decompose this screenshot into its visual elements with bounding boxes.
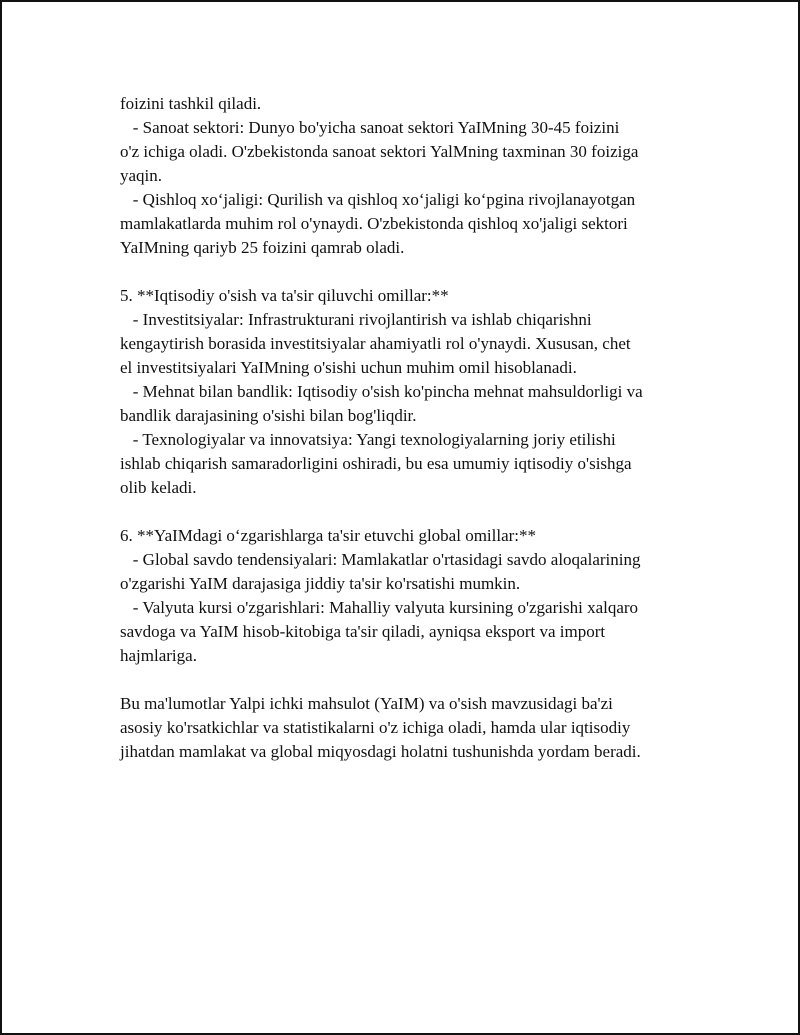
text-line: o'z ichiga oladi. O'zbekistonda sanoat sektori YalMning taxminan 30 foiziga — [120, 142, 639, 161]
text-line: jihatdan mamlakat va global miqyosdagi holatni tushunishda yordam beradi. — [120, 742, 641, 761]
text-line: - Investitsiyalar: Infrastrukturani rivojlantirish va ishlab chiqarishni — [120, 310, 592, 329]
text-line: ishlab chiqarish samaradorligini oshiradi, bu esa umumiy iqtisodiy o'sishga — [120, 454, 632, 473]
paragraph-gap — [120, 668, 720, 692]
text-line: olib keladi. — [120, 478, 197, 497]
text-line: bandlik darajasining o'sishi bilan bog'liqdir. — [120, 406, 417, 425]
text-line: hajmlariga. — [120, 646, 197, 665]
text-line: - Qishloq xo‘jaligi: Qurilish va qishloq xo‘jaligi ko‘pgina rivojlanayotgan — [120, 190, 636, 209]
text-line: Bu ma'lumotlar Yalpi ichki mahsulot (YaIM) va o'sish mavzusidagi ba'zi — [120, 694, 613, 713]
paragraph-gap — [120, 260, 720, 284]
text-line: - Texnologiyalar va innovatsiya: Yangi texnologiyalarning joriy etilishi — [120, 430, 616, 449]
text-line: YaIMning qariyb 25 foizini qamrab oladi. — [120, 238, 405, 257]
document-body — [120, 92, 720, 764]
text-line: - Valyuta kursi o'zgarishlari: Mahalliy valyuta kursining o'zgarishi xalqaro — [120, 598, 639, 617]
section-heading: 6. **YaIMdagi o‘zgarishlarga ta'sir etuvchi global omillar:** — [120, 526, 537, 545]
text-line: foizini tashkil qiladi. — [120, 94, 262, 113]
section-heading: 5. **Iqtisodiy o'sish va ta'sir qiluvchi omillar:** — [120, 286, 449, 305]
text-line: el investitsiyalari YaIMning o'sishi uchun muhim omil hisoblanadi. — [120, 358, 577, 377]
text-line: - Sanoat sektori: Dunyo bo'yicha sanoat sektori YaIMning 30-45 foizini — [120, 118, 620, 137]
text-line: savdoga va YaIM hisob-kitobiga ta'sir qiladi, ayniqsa eksport va import — [120, 622, 606, 641]
paragraph-gap — [120, 500, 720, 524]
text-line: asosiy ko'rsatkichlar va statistikalarni o'z ichiga oladi, hamda ular iqtisodiy — [120, 718, 631, 737]
text-line: o'zgarishi YaIM darajasiga jiddiy ta'sir ko'rsatishi mumkin. — [120, 574, 521, 593]
text-line: mamlakatlarda muhim rol o'ynaydi. O'zbekistonda qishloq xo'jaligi sektori — [120, 214, 628, 233]
text-line: kengaytirish borasida investitsiyalar ahamiyatli rol o'ynaydi. Xususan, chet — [120, 334, 631, 353]
text-line: yaqin. — [120, 166, 163, 185]
text-line: - Mehnat bilan bandlik: Iqtisodiy o'sish ko'pincha mehnat mahsuldorligi va — [120, 382, 643, 401]
text-line: - Global savdo tendensiyalari: Mamlakatlar o'rtasidagi savdo aloqalarining — [120, 550, 641, 569]
